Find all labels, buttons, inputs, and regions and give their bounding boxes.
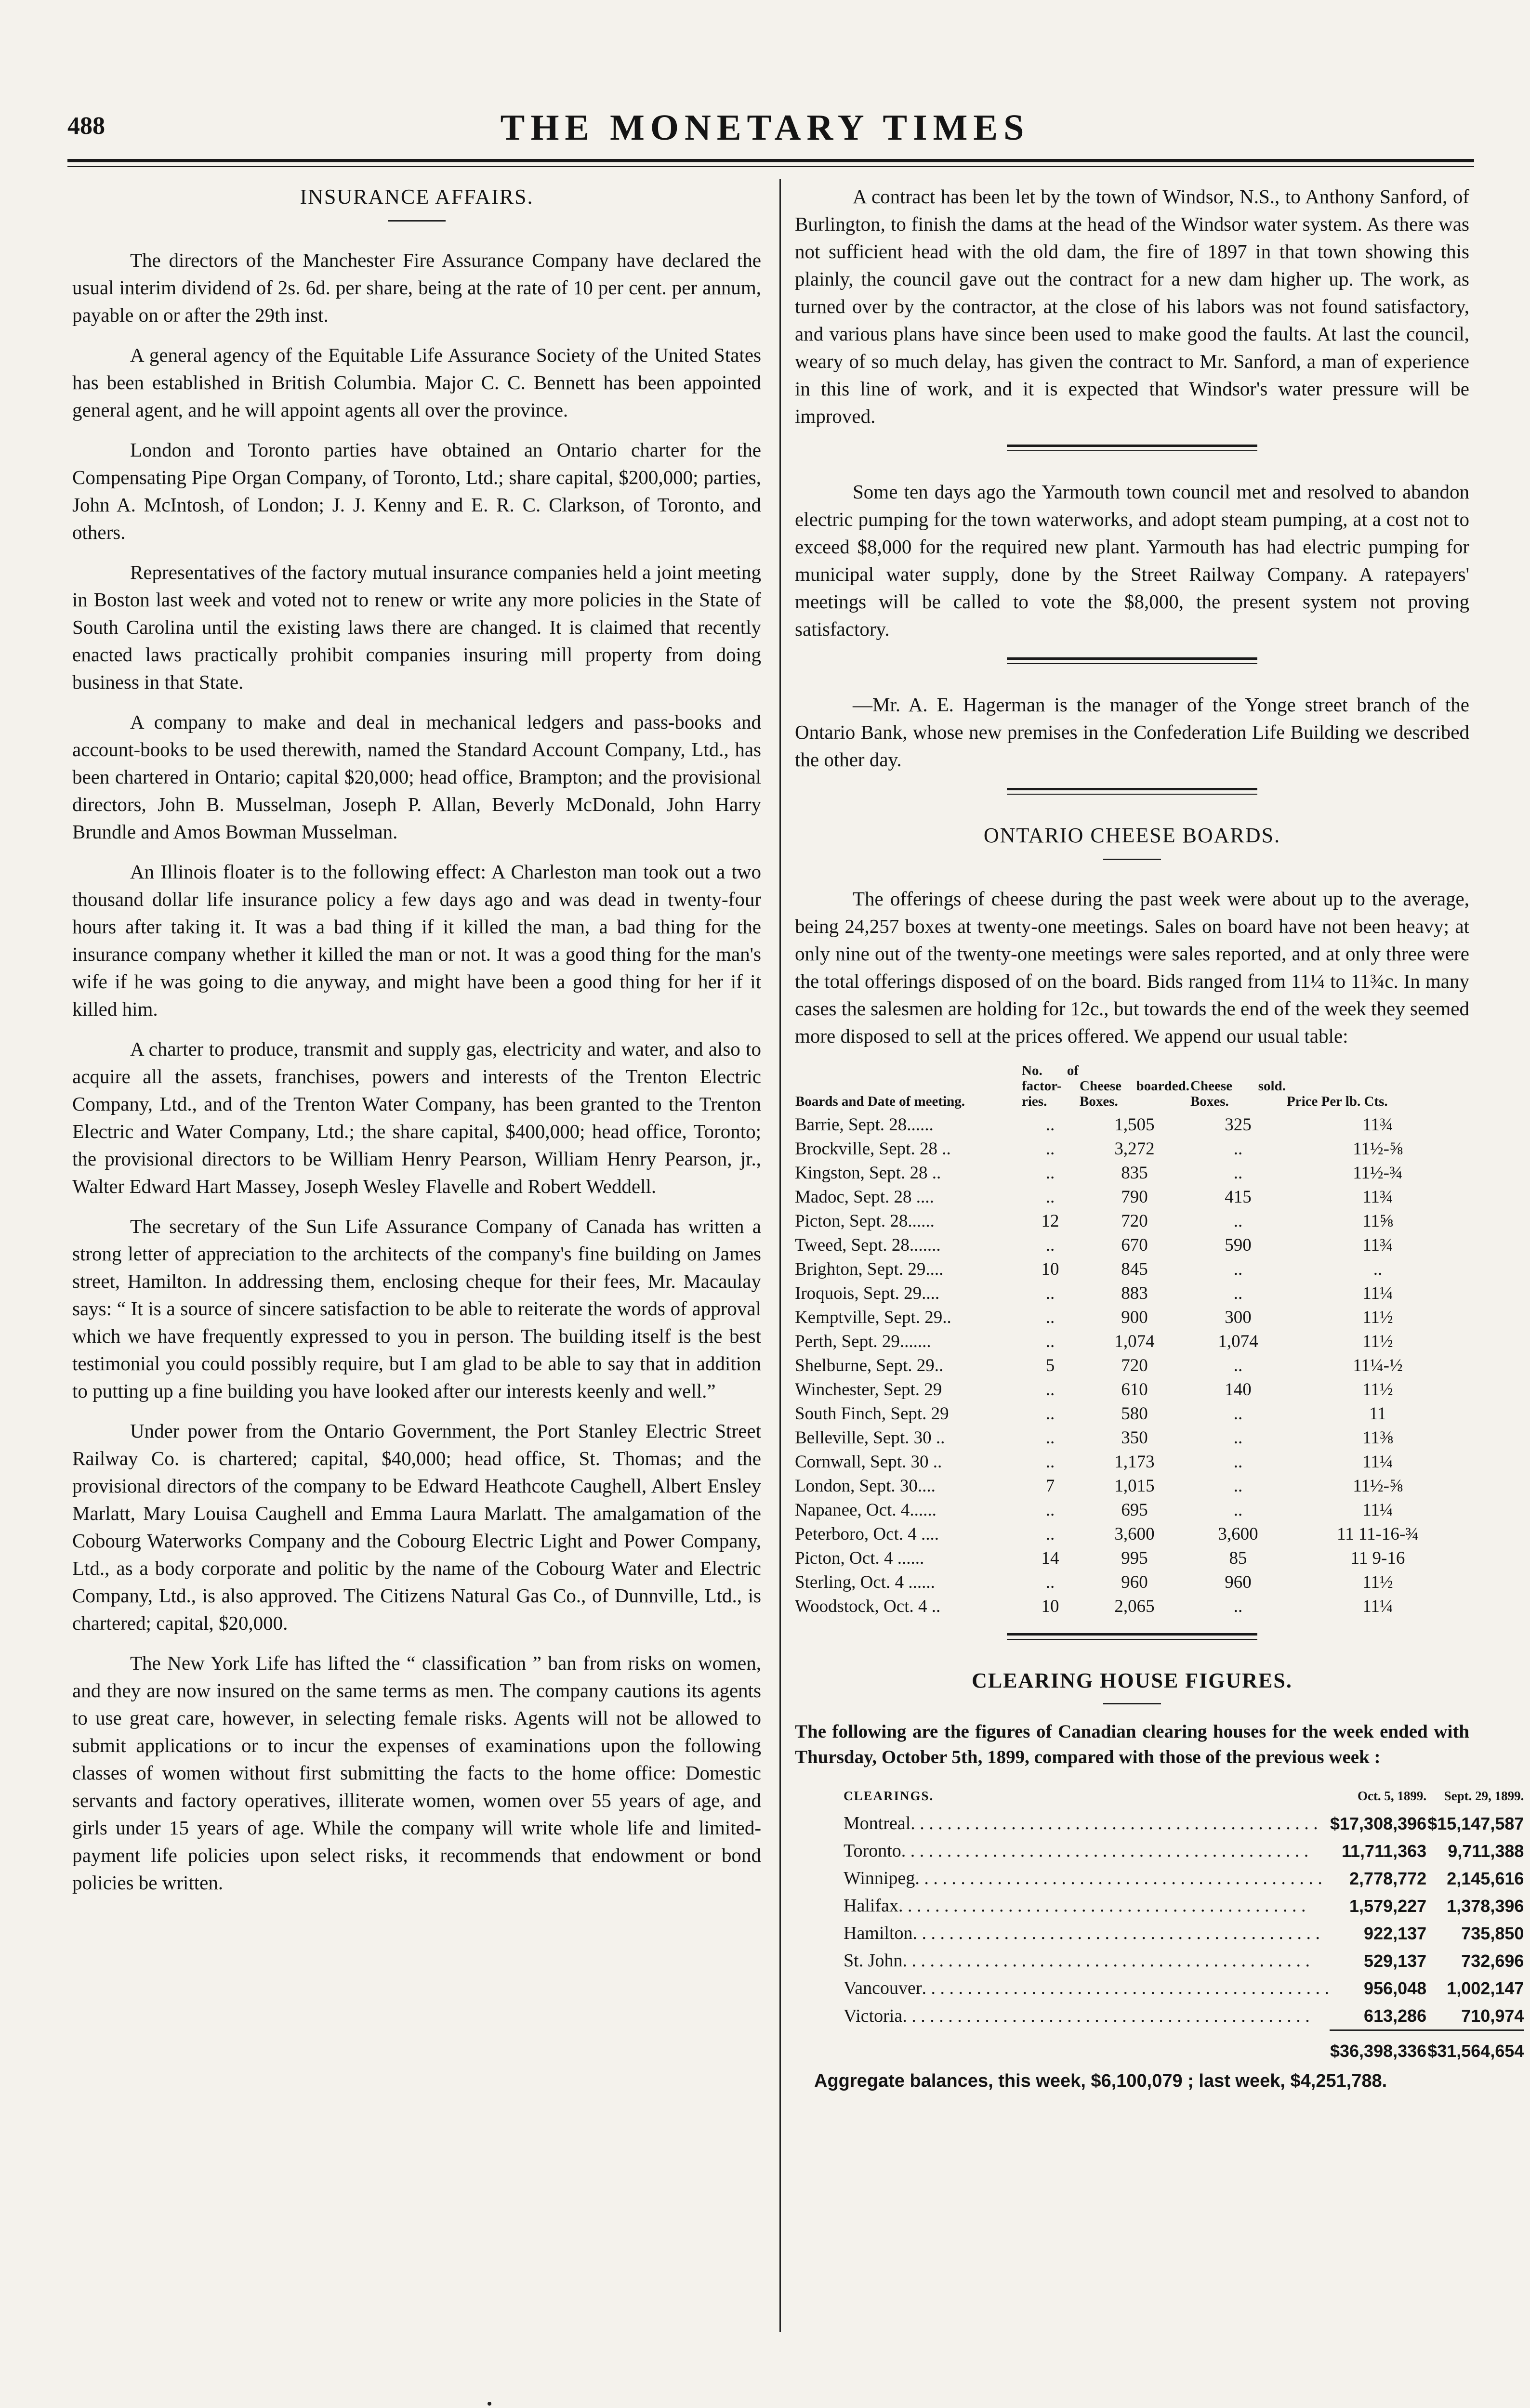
windsor-paragraph: A contract has been let by the town of Windsor, N.S., to Anthony Sanford, of Burlington, to finish the dams at the head of the Windsor water system. As there was not sufficient head with the old dam, the fire of 1897 in that town showing this plainly, the council gave out the contract for a new dam higher up. The work, as turned over by the contractor, at the close of his labors was not found satisfactory, and various plans have since been used to make good the faults. At last the council, weary of so much delay, has given the contract to Mr. Sanford, a man of experience in this line of work, and it is expected that Windsor's water pressure will be improved. (795, 185, 1469, 427)
boarded-cell: 3,272 (1114, 1139, 1155, 1159)
table-row (795, 1330, 1469, 1354)
city-label: Victoria (844, 2005, 903, 2026)
factories-cell: .. (1045, 1524, 1055, 1544)
sold-cell: 3,600 (1218, 1524, 1258, 1544)
last-week-cell: 735,850 (1461, 1924, 1524, 1943)
column-header: Cheese sold. Boxes. (1190, 1078, 1286, 1109)
boarded-cell: 845 (1121, 1259, 1148, 1279)
boarded-cell: 1,505 (1114, 1115, 1155, 1135)
table-row (795, 1137, 1469, 1161)
city-label: St. John (844, 1950, 903, 1971)
sold-cell: .. (1233, 1476, 1243, 1496)
leader-dots (898, 1893, 1329, 1919)
city-cell (843, 1947, 1330, 1975)
price-cell: 11½ (1362, 1572, 1393, 1592)
board-cell: Peterboro, Oct. 4 .... (795, 1524, 939, 1544)
hagerman-paragraph: —Mr. A. E. Hagerman is the manager of the Yonge street branch of the Ontario Bank, whose new premises in the Confederation Life Building we described the other day. (795, 694, 1469, 771)
factories-cell: 5 (1045, 1356, 1055, 1375)
section-separator (1007, 657, 1257, 664)
factories-cell: .. (1045, 1332, 1055, 1351)
section-separator (1007, 788, 1257, 795)
factories-cell: 7 (1045, 1476, 1055, 1496)
board-cell: Tweed, Sept. 28....... (795, 1235, 941, 1255)
total-last-week: $31,564,654 (1427, 2030, 1524, 2065)
factories-cell: 12 (1041, 1211, 1059, 1231)
table-row (795, 1546, 1469, 1570)
city-cell (843, 1892, 1330, 1920)
sold-cell: 300 (1225, 1308, 1252, 1327)
section-separator (1007, 1633, 1257, 1640)
table-row (795, 1257, 1469, 1282)
price-cell: 11½-⅝ (1353, 1139, 1403, 1159)
article-paragraph: Representatives of the factory mutual insurance companies held a joint meeting in Boston last week and voted not to renew or write any more policies in the State of South Carolina until the existing laws there are changed. It is claimed that recently enacted laws practically prohibit companies insuring mill property from doing business in that State. (72, 561, 761, 693)
boarded-cell: 1,074 (1114, 1332, 1155, 1351)
article-paragraph: The secretary of the Sun Life Assurance Company of Canada has written a strong letter of appreciation to the architects of the company's fine building on James street, Hamilton. In addressing them, enclosing cheque for their fees, Mr. Macaulay says: “ It is a source of sincere satisfaction to be able to reiterate the words of approval which we have frequently expressed to you in person. The building itself is the best testimonial you could possibly require, but I am glad to be able to say that in addition to putting up a fine building you have looked after our interests keenly and well.” (72, 1215, 761, 1402)
last-week-cell: 9,711,388 (1448, 1841, 1524, 1861)
leader-dots (902, 1948, 1329, 1974)
factories-cell: .. (1045, 1428, 1055, 1448)
this-week-cell: 2,778,772 (1349, 1869, 1427, 1888)
boarded-cell: 3,600 (1114, 1524, 1155, 1544)
board-cell: Perth, Sept. 29....... (795, 1332, 931, 1351)
city-cell (843, 1865, 1330, 1892)
column-header: Cheese boarded. Boxes. (1080, 1078, 1189, 1109)
city-cell (843, 1810, 1330, 1837)
last-week-cell: 732,696 (1461, 1951, 1524, 1971)
insurance-affairs-heading: INSURANCE AFFAIRS. (300, 185, 534, 209)
column-header: No. of factor-ries. (1022, 1063, 1079, 1109)
boarded-cell: 790 (1121, 1187, 1148, 1207)
price-cell: 11½-⅝ (1353, 1476, 1403, 1496)
sold-cell: 85 (1229, 1548, 1247, 1568)
right-column (795, 183, 1524, 2095)
last-week-cell: $15,147,587 (1427, 1814, 1524, 1833)
price-cell: 11¼ (1362, 1283, 1393, 1303)
this-week-cell: 11,711,363 (1341, 1841, 1427, 1861)
leader-dots (901, 1838, 1329, 1864)
price-cell: 11⅜ (1362, 1428, 1393, 1448)
left-column (72, 183, 761, 1909)
factories-cell: 10 (1041, 1597, 1059, 1616)
leader-dots (910, 1810, 1329, 1837)
boarded-cell: 610 (1121, 1380, 1148, 1400)
price-cell: 11½ (1362, 1380, 1393, 1400)
cheese-intro: The offerings of cheese during the past week were about up to the average, being 24,257 boxes at twenty-one meetings. Sales on board have not been heavy; at only nine out of the twenty-one meetings were sales reported, and at only three were the total offerings disposed of on the board. Bids ranged from 11¼ to 11¾c. In many cases the salesmen are holding for 12c., but towards the end of the week they seemed more disposed to sell at the prices offered. We append our usual table: (795, 888, 1469, 1047)
table-row (795, 1233, 1469, 1257)
boarded-cell: 995 (1121, 1548, 1148, 1568)
table-row (795, 1161, 1469, 1185)
sold-cell: .. (1233, 1211, 1243, 1231)
price-cell: 11¾ (1362, 1235, 1393, 1255)
city-label: Vancouver (844, 1978, 922, 1998)
boarded-cell: 695 (1121, 1500, 1148, 1520)
price-cell: 11¾ (1362, 1187, 1393, 1207)
heading-rule (1103, 859, 1161, 860)
city-label: Winnipeg (844, 1868, 915, 1888)
table-row (843, 1975, 1524, 2002)
last-week-cell: 1,378,396 (1447, 1896, 1524, 1916)
article-paragraph: An Illinois floater is to the following effect: A Charleston man took out a two thousand dollar life insurance policy a few days ago and was dead in twenty-four hours after taking it. It was a bad thing if it killed the man, a bad thing for the insurance company whether it killed the man or not. It was a good thing for the man's wife if he was going to die anyway, and might have been a good thing for her if it killed him. (72, 861, 761, 1020)
sold-cell: .. (1233, 1259, 1243, 1279)
factories-cell: .. (1045, 1187, 1055, 1207)
city-label: Hamilton (844, 1923, 913, 1943)
boarded-cell: 1,173 (1114, 1452, 1155, 1472)
city-cell (843, 1920, 1330, 1947)
sold-cell: 960 (1225, 1572, 1252, 1592)
price-cell: 11¼-½ (1353, 1356, 1403, 1375)
sold-cell: .. (1233, 1163, 1243, 1183)
sold-cell: 415 (1225, 1187, 1252, 1207)
leader-dots (922, 1975, 1329, 2002)
board-cell: Brighton, Sept. 29.... (795, 1259, 944, 1279)
boarded-cell: 720 (1121, 1211, 1148, 1231)
table-row (795, 1522, 1469, 1546)
board-cell: Iroquois, Sept. 29.... (795, 1283, 940, 1303)
table-row (795, 1378, 1469, 1402)
this-week-cell: 1,579,227 (1349, 1896, 1427, 1916)
table-row (795, 1426, 1469, 1450)
aggregate-balances: Aggregate balances, this week, $6,100,079 ; last week, $4,251,788. (814, 2071, 1387, 2091)
column-header: Oct. 5, 1899. (1357, 1789, 1427, 1803)
board-cell: Belleville, Sept. 30 .. (795, 1428, 945, 1448)
sold-cell: 140 (1225, 1380, 1252, 1400)
column-divider (779, 179, 781, 2332)
sold-cell: .. (1233, 1283, 1243, 1303)
factories-cell: 10 (1041, 1259, 1059, 1279)
board-cell: Shelburne, Sept. 29.. (795, 1356, 944, 1375)
yarmouth-paragraph: Some ten days ago the Yarmouth town council met and resolved to abandon electric pumping for the town waterworks, and adopt steam pumping, at a cost not to exceed $8,000 for the required new plant. Yarmouth has had electric pumping for municipal water supply, done by the Street Railway Company. A ratepayers' meetings will be called to vote the $8,000, the present system not proving satisfactory. (795, 481, 1469, 640)
this-week-cell: 613,286 (1364, 2006, 1427, 2026)
city-label: Toronto (844, 1841, 901, 1861)
sold-cell: .. (1233, 1428, 1243, 1448)
board-cell: Woodstock, Oct. 4 .. (795, 1597, 941, 1616)
price-cell: 11 (1369, 1404, 1386, 1424)
boarded-cell: 883 (1121, 1283, 1148, 1303)
sold-cell: .. (1233, 1500, 1243, 1520)
article-paragraph: The directors of the Manchester Fire Assurance Company have declared the usual interim dividend of 2s. 6d. per share, being at the rate of 10 per cent. per annum, payable on or after the 29th inst. (72, 249, 761, 326)
leader-dots (915, 1865, 1329, 1892)
table-row (843, 1892, 1524, 1920)
boarded-cell: 720 (1121, 1356, 1148, 1375)
table-row (795, 1498, 1469, 1522)
table-row (795, 1354, 1469, 1378)
table-row (795, 1282, 1469, 1306)
factories-cell: .. (1045, 1235, 1055, 1255)
article-paragraph: A charter to produce, transmit and supply gas, electricity and water, and also to acquire all the assets, franchises, powers and interests of the Trenton Electric Company, Ltd., and of the Trenton Water Company, has been granted to the Trenton Electric and Water Company, Ltd.; the share capital, $400,000; head office, Toronto; the provisional directors to be William Henry Pearson, William Henry Pearson, jr., Walter Edward Hart Massey, Joseph Wesley Flavelle and Robert Weddell. (72, 1038, 761, 1197)
table-row (795, 1450, 1469, 1474)
table-row (843, 1837, 1524, 1865)
factories-cell: .. (1045, 1452, 1055, 1472)
sold-cell: .. (1233, 1597, 1243, 1616)
clearing-intro: The following are the figures of Canadian clearing houses for the week ended with Thursday, October 5th, 1899, compared with those of the previous week : (795, 1721, 1469, 1767)
sold-cell: .. (1233, 1139, 1243, 1159)
this-week-cell: 529,137 (1364, 1951, 1427, 1971)
article-paragraph: The New York Life has lifted the “ classification ” ban from risks on women, and they are now insured on the same terms as men. The company cautions its agents to use great care, however, in selecting female risks. Agents will not be allowed to submit applications or to incur the expenses of examinations upon the following classes of women without first submitting the facts to the home office: Domestic servants and factory operatives, illiterate women, women over 55 years of age, and girls under 15 years of age. While the company will write whole life and limited-payment life policies upon select risks, it recommends that endowment or bond policies be written. (72, 1652, 761, 1894)
table-row (795, 1209, 1469, 1233)
boarded-cell: 835 (1121, 1163, 1148, 1183)
factories-cell: .. (1045, 1163, 1055, 1183)
table-row (795, 1474, 1469, 1498)
clearing-table-body (843, 1810, 1524, 2030)
sold-cell: 590 (1225, 1235, 1252, 1255)
boarded-cell: 2,065 (1114, 1597, 1155, 1616)
table-row (843, 1920, 1524, 1947)
clearing-table (843, 1782, 1524, 2065)
price-cell: 11⅝ (1362, 1211, 1393, 1231)
board-cell: Brockville, Sept. 28 .. (795, 1139, 951, 1159)
factories-cell: 14 (1041, 1548, 1059, 1568)
table-row (795, 1402, 1469, 1426)
leader-dots (913, 1920, 1329, 1947)
price-cell: .. (1373, 1259, 1383, 1279)
cheese-table-body (795, 1113, 1469, 1619)
last-week-cell: 1,002,147 (1447, 1978, 1524, 1998)
price-cell: 11½-¾ (1353, 1163, 1403, 1183)
column-header: Boards and Date of meeting. (795, 1094, 965, 1109)
boarded-cell: 580 (1121, 1404, 1148, 1424)
boarded-cell: 1,015 (1114, 1476, 1155, 1496)
city-label: Montreal (844, 1813, 911, 1833)
factories-cell: .. (1045, 1308, 1055, 1327)
factories-cell: .. (1045, 1115, 1055, 1135)
board-cell: Napanee, Oct. 4...... (795, 1500, 936, 1520)
last-week-cell: 710,974 (1461, 2006, 1524, 2026)
article-paragraph: Under power from the Ontario Government, the Port Stanley Electric Street Railway Co. is chartered; capital, $40,000; head office, St. Thomas; and the provisional directors of the company to be Edward Heathcote Caughell, Albert Ensley Marlatt, Mary Louisa Caughell and Emma Laura Marlatt. The amalgamation of the Cobourg Waterworks Company and the Cobourg Electric Light and Power Company, Ltd., as a body corporate and politic by the name of the Cobourg Water and Electric Company, Ltd., is also approved. The Citizens Natural Gas Co., of Dunnville, Ltd., is chartered; capital, $20,000. (72, 1420, 761, 1634)
board-cell: Picton, Oct. 4 ...... (795, 1548, 924, 1568)
boarded-cell: 350 (1121, 1428, 1148, 1448)
board-cell: Kingston, Sept. 28 .. (795, 1163, 941, 1183)
column-header: Sept. 29, 1899. (1444, 1789, 1524, 1803)
boarded-cell: 900 (1121, 1308, 1148, 1327)
board-cell: Sterling, Oct. 4 ...... (795, 1572, 935, 1592)
price-cell: 11¼ (1362, 1500, 1393, 1520)
table-row (843, 1865, 1524, 1892)
heading-rule (1103, 1703, 1161, 1704)
city-cell (843, 1975, 1330, 2002)
city-cell (843, 1837, 1330, 1865)
factories-cell: .. (1045, 1139, 1055, 1159)
article-paragraph: A company to make and deal in mechanical ledgers and pass-books and account-books to be used therewith, named the Standard Account Company, Ltd., has been chartered in Ontario; capital $20,000; head office, Brampton; and the provisional directors, John B. Musselman, Joseph P. Allan, Beverly McDonald, John Harry Brundle and Amos Bowman Musselman. (72, 711, 761, 843)
price-cell: 11 11-16-¾ (1337, 1524, 1419, 1544)
table-row (795, 1595, 1469, 1619)
table-row (795, 1185, 1469, 1209)
price-cell: 11¾ (1362, 1115, 1393, 1135)
board-cell: Barrie, Sept. 28...... (795, 1115, 934, 1135)
city-label: Halifax (844, 1896, 898, 1916)
masthead-rule-thin (67, 166, 1474, 167)
this-week-cell: 956,048 (1364, 1978, 1427, 1998)
sold-cell: 325 (1225, 1115, 1252, 1135)
this-week-cell: 922,137 (1364, 1924, 1427, 1943)
heading-rule (388, 220, 446, 222)
masthead-rule (67, 159, 1474, 162)
table-row (843, 2002, 1524, 2030)
board-cell: Picton, Sept. 28...... (795, 1211, 935, 1231)
factories-cell: .. (1045, 1283, 1055, 1303)
board-cell: Winchester, Sept. 29 (795, 1380, 942, 1400)
board-cell: South Finch, Sept. 29 (795, 1404, 949, 1424)
sold-cell: .. (1233, 1452, 1243, 1472)
price-cell: 11½ (1362, 1332, 1393, 1351)
price-cell: 11¼ (1362, 1597, 1393, 1616)
price-cell: 11¼ (1362, 1452, 1393, 1472)
board-cell: Madoc, Sept. 28 .... (795, 1187, 934, 1207)
price-cell: 11 9-16 (1350, 1548, 1405, 1568)
boarded-cell: 670 (1121, 1235, 1148, 1255)
table-row (795, 1113, 1469, 1137)
column-header: CLEARINGS. (844, 1789, 934, 1803)
cheese-table (795, 1062, 1469, 1619)
sold-cell: .. (1233, 1356, 1243, 1375)
board-cell: Cornwall, Sept. 30 .. (795, 1452, 942, 1472)
table-row (795, 1306, 1469, 1330)
this-week-cell: $17,308,396 (1330, 1814, 1427, 1833)
board-cell: Kemptville, Sept. 29.. (795, 1308, 951, 1327)
sold-cell: 1,074 (1218, 1332, 1258, 1351)
table-row (843, 1947, 1524, 1975)
article-paragraph: London and Toronto parties have obtained an Ontario charter for the Compensating Pipe Organ Company, of Toronto, Ltd.; share capital, $200,000; parties, John A. McIntosh, of London; J. J. Kenny and E. R. C. Clarkson, of Toronto, and others. (72, 439, 761, 543)
city-cell (843, 2002, 1330, 2030)
last-week-cell: 2,145,616 (1447, 1869, 1524, 1888)
table-row (843, 1810, 1524, 1837)
cheese-boards-heading: ONTARIO CHEESE BOARDS. (983, 824, 1281, 847)
price-cell: 11½ (1362, 1308, 1393, 1327)
page-number: 488 (67, 112, 105, 140)
boarded-cell: 960 (1121, 1572, 1148, 1592)
sold-cell: .. (1233, 1404, 1243, 1424)
factories-cell: .. (1045, 1500, 1055, 1520)
factories-cell: .. (1045, 1380, 1055, 1400)
page-mark (488, 2402, 491, 2406)
article-paragraph: A general agency of the Equitable Life Assurance Society of the United States has been established in British Columbia. Major C. C. Bennett has been appointed general agent, and he will appoint agents all over the province. (72, 344, 761, 421)
table-row (795, 1570, 1469, 1595)
board-cell: London, Sept. 30.... (795, 1476, 936, 1496)
leader-dots (902, 2003, 1329, 2029)
column-header: Price Per lb. Cts. (1287, 1094, 1388, 1109)
factories-cell: .. (1045, 1404, 1055, 1424)
section-separator (1007, 445, 1257, 451)
clearing-house-heading: CLEARING HOUSE FIGURES. (972, 1669, 1293, 1692)
total-this-week: $36,398,336 (1330, 2030, 1427, 2065)
masthead-title: THE MONETARY TIMES (500, 107, 1030, 148)
factories-cell: .. (1045, 1572, 1055, 1592)
